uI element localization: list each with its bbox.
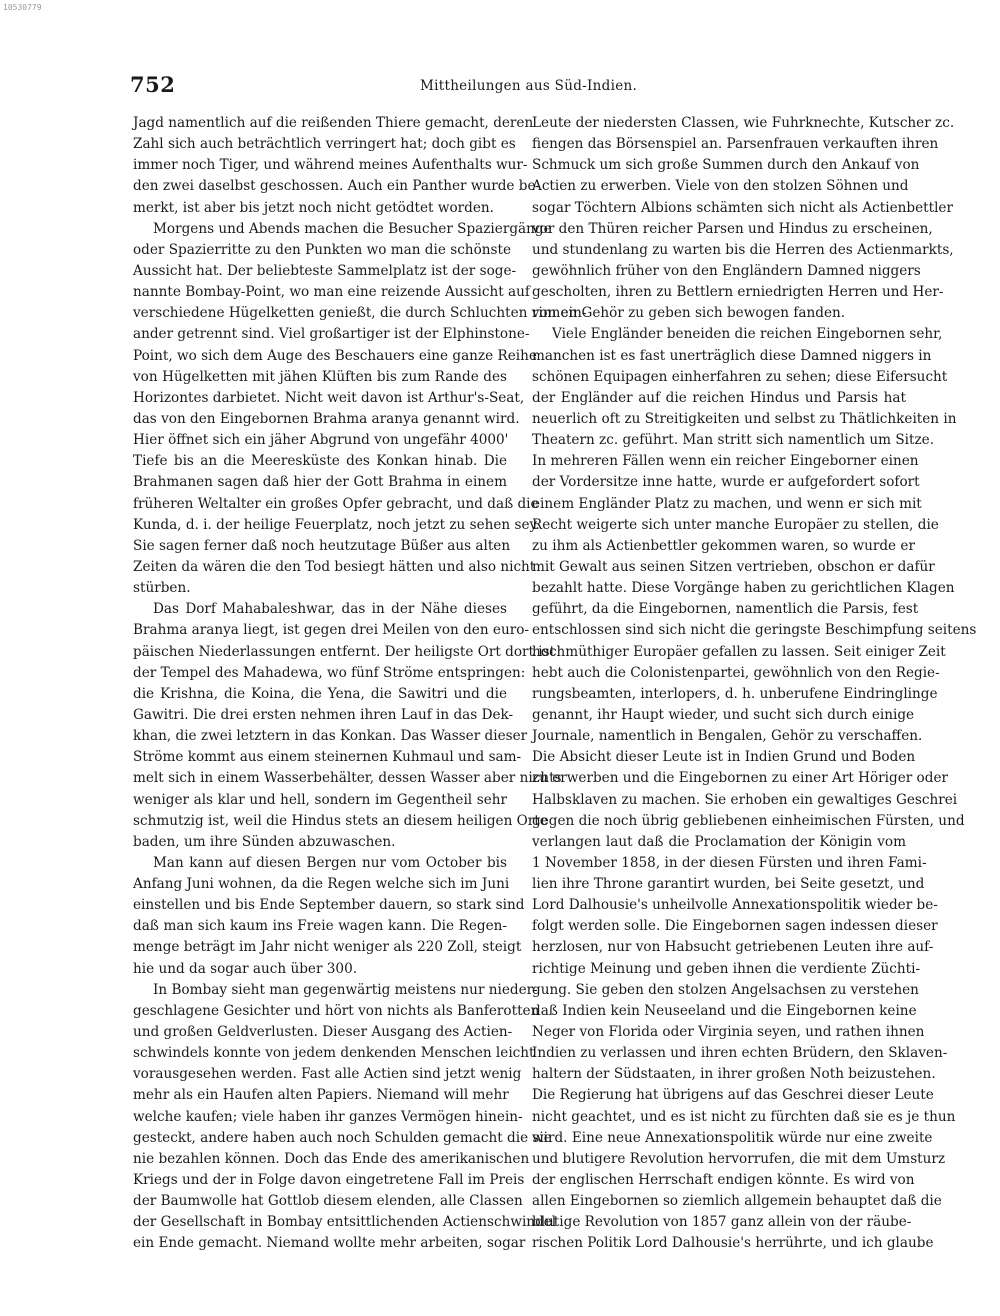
text-line: Brahmanen sagen daß hier der Gott Brahma in einem [133,474,507,491]
text-line: neuerlich oft zu Streitigkeiten und selbst zu Thätlichkeiten in [532,410,957,427]
text-line: gesteckt, andere haben auch noch Schulden gemacht die sie [133,1129,552,1146]
text-line: früheren Weltalter ein großes Opfer gebracht, und daß die [133,495,539,512]
text-line: stürben. [133,580,191,597]
text-line: haltern der Südstaaten, in ihrer großen Noth beizustehen. [532,1066,936,1083]
text-line: Die Regierung hat übrigens auf das Geschrei dieser Leute [532,1087,934,1104]
text-line: Recht weigerte sich unter manche Europäer zu stellen, die [532,516,939,533]
text-line: sogar Töchtern Albions schämten sich nicht als Actienbettler [532,199,953,216]
text-line: bezahlt hatte. Diese Vorgänge haben zu gerichtlichen Klagen [532,580,955,597]
text-line: rinnen Gehör zu geben sich bewogen fanden. [532,305,846,322]
text-line: Anfang Juni wohnen, da die Regen welche sich im Juni [133,876,510,893]
text-line: Gawitri. Die drei ersten nehmen ihren Lauf in das Dek- [133,706,514,723]
text-line: entschlossen sind sich nicht die geringste Beschimpfung seitens [532,622,977,639]
text-line: melt sich in einem Wasserbehälter, dessen Wasser aber nichts [133,770,562,787]
text-line: geführt, da die Eingebornen, namentlich die Parsis, fest [532,601,919,618]
text-line: der Baumwolle hat Gottlob diesem elenden, alle Classen [133,1193,523,1210]
text-line: Theatern zc. geführt. Man stritt sich namentlich um Sitze. [532,432,935,449]
text-line: wird. Eine neue Annexationspolitik würde nur eine zweite [532,1129,933,1146]
text-line: Tiefe bis an die Meeresküste des Konkan hinab. Die [133,453,507,470]
text-line: rischen Politik Lord Dalhousie's herrührte, und ich glaube [532,1235,934,1252]
text-line: Lord Dalhousie's unheilvolle Annexationspolitik wieder be- [532,897,938,914]
text-line: Point, wo sich dem Auge des Beschauers eine ganze Reihe [133,347,537,364]
text-line: ein Ende gemacht. Niemand wollte mehr arbeiten, sogar [133,1235,526,1252]
text-line: gung. Sie geben den stolzen Angelsachsen zu verstehen [532,981,919,998]
text-line: ander getrennt sind. Viel großartiger ist der Elphinstone- [133,326,530,343]
text-line: der Gesellschaft in Bombay entsittlichenden Actienschwindel [133,1214,557,1231]
text-line: Neger von Florida oder Virginia seyen, und rathen ihnen [532,1024,925,1041]
text-line: merkt, ist aber bis jetzt noch nicht getödtet worden. [133,199,494,216]
text-line: Zeiten da wären die den Tod besiegt hätten und also nicht [133,558,536,575]
text-line: schmutzig ist, weil die Hindus stets an diesem heiligen Orte [133,812,548,829]
text-line: khan, die zwei letztern in das Konkan. Das Wasser dieser [133,728,528,745]
text-line: Actien zu erwerben. Viele von den stolzen Söhnen und [532,178,909,195]
text-line: und stundenlang zu warten bis die Herren des Actienmarkts, [532,241,954,258]
text-line: der Engländer auf die reichen Hindus und Parsis hat [532,389,906,406]
text-line: manchen ist es fast unerträglich diese Damned niggers in [532,347,932,364]
text-line: Morgens und Abends machen die Besucher Spaziergänge [153,220,552,237]
text-line: Aussicht hat. Der beliebteste Sammelplatz ist der soge- [133,262,517,279]
text-line: folgt werden solle. Die Eingebornen sagen indessen dieser [532,918,938,935]
text-line: baden, um ihre Sünden abzuwaschen. [133,833,396,850]
text-line: In mehreren Fällen wenn ein reicher Eingeborner einen [532,453,919,470]
text-line: immer noch Tiger, und während meines Aufenthalts wur- [133,157,528,174]
text-column-right [532,113,977,1255]
text-line: zu erwerben und die Eingebornen zu einer Art Höriger oder [532,770,948,787]
text-line: Hier öffnet sich ein jäher Abgrund von ungefähr 4000' [133,432,509,449]
text-line: gewöhnlich früher von den Engländern Damned niggers [532,262,921,279]
text-line: Brahma aranya liegt, ist gegen drei Meilen von den euro- [133,622,529,639]
text-line: Zahl sich auch beträchtlich verringert hat; doch gibt es [133,136,516,153]
text-line: Ströme kommt aus einem steinernen Kuhmaul und sam- [133,749,522,766]
text-line: mehr als ein Haufen alten Papiers. Niemand will mehr [133,1087,509,1104]
text-line: einem Engländer Platz zu machen, und wenn er sich mit [532,495,922,512]
text-line: einstellen und bis Ende September dauern, so stark sind [133,897,525,914]
text-line: und blutigere Revolution hervorrufen, die mit dem Umsturz [532,1150,946,1167]
text-line: zu ihm als Actienbettler gekommen waren, so wurde er [532,537,915,554]
text-line: vor den Thüren reicher Parsen und Hindus zu erscheinen, [532,220,933,237]
text-line: lien ihre Throne garantirt wurden, bei Seite gesetzt, und [532,876,925,893]
text-line: allen Eingebornen so ziemlich allgemein behauptet daß die [532,1193,942,1210]
text-line: Kunda, d. i. der heilige Feuerplatz, noch jetzt zu sehen sey. [133,516,540,533]
text-line: herzlosen, nur von Habsucht getriebenen Leuten ihre auf- [532,939,934,956]
text-line: schwindels konnte von jedem denkenden Menschen leicht [133,1045,535,1062]
text-line: der englischen Herrschaft endigen könnte. Es wird von [532,1172,915,1189]
text-line: der Vordersitze inne hatte, wurde er aufgefordert sofort [532,474,920,491]
text-line: das von den Eingebornen Brahma aranya genannt wird. [133,410,520,427]
text-line: gescholten, ihren zu Bettlern erniedrigten Herren und Her- [532,284,944,301]
page-number: 752 [130,72,176,97]
text-line: Kriegs und der in Folge davon eingetretene Fall im Preis [133,1172,525,1189]
text-line: und großen Geldverlusten. Dieser Ausgang des Actien- [133,1024,513,1041]
text-line: nicht geachtet, und es ist nicht zu fürchten daß sie es je thun [532,1108,956,1125]
text-line: 1 November 1858, in der diesen Fürsten und ihren Fami- [532,854,927,871]
text-line: Journale, namentlich in Bengalen, Gehör zu verschaffen. [532,728,923,745]
text-line: Leute der niedersten Classen, wie Fuhrknechte, Kutscher zc. [532,115,955,131]
text-line: verschiedene Hügelketten genießt, die durch Schluchten von ein- [133,305,587,322]
text-line: den zwei daselbst geschossen. Auch ein Panther wurde be- [133,178,541,195]
text-line: päischen Niederlassungen entfernt. Der heiligste Ort dort ist [133,643,556,660]
text-line: fiengen das Börsenspiel an. Parsenfrauen verkauften ihren [532,136,939,153]
text-line: Jagd namentlich auf die reißenden Thiere gemacht, deren [133,115,534,131]
text-line: blutige Revolution von 1857 ganz allein von der räube- [532,1214,912,1231]
text-line: weniger als klar und hell, sondern im Gegentheil sehr [133,791,507,808]
text-line: Indien zu verlassen und ihren echten Brüdern, den Sklaven- [532,1045,948,1062]
text-line: Halbsklaven zu machen. Sie erhoben ein gewaltiges Geschrei [532,791,958,808]
text-line: genannt, ihr Haupt wieder, und sucht sich durch einige [532,706,915,723]
text-line: vorausgesehen werden. Fast alle Actien sind jetzt wenig [133,1066,522,1083]
text-column-left [133,113,587,1255]
text-line: rungsbeamten, interlopers, d. h. unberufene Eindringlinge [532,685,938,702]
text-line: Horizontes darbietet. Nicht weit davon ist Arthur's-Seat, [133,389,525,406]
text-line: mit Gewalt aus seinen Sitzen vertrieben, obschon er dafür [532,558,935,575]
text-line: hochmüthiger Europäer gefallen zu lassen. Seit einiger Zeit [532,643,946,660]
text-line: gegen die noch übrig gebliebenen einheimischen Fürsten, und [532,812,965,829]
text-line: nie bezahlen können. Doch das Ende des amerikanischen [133,1150,530,1167]
scan-id-label: 10530779 [3,3,42,12]
text-line: daß Indien kein Neuseeland und die Eingebornen keine [532,1002,917,1019]
text-line: hie und da sogar auch über 300. [133,960,358,977]
text-line: nannte Bombay-Point, wo man eine reizende Aussicht auf [133,284,530,301]
text-line: der Tempel des Mahadewa, wo fünf Ströme entspringen: [133,664,526,681]
text-line: Das Dorf Mahabaleshwar, das in der Nähe dieses [153,601,507,618]
text-line: richtige Meinung und geben ihnen die verdiente Züchti- [532,960,921,977]
text-line: Man kann auf diesen Bergen nur vom October bis [153,854,507,871]
text-line: Sie sagen ferner daß noch heutzutage Büßer aus alten [133,537,511,554]
text-line: Schmuck um sich große Summen durch den Ankauf von [532,157,920,174]
text-line: daß man sich kaum ins Freie wagen kann. Die Regen- [133,918,507,935]
text-line: Viele Engländer beneiden die reichen Eingebornen sehr, [552,326,943,343]
text-line: oder Spazierritte zu den Punkten wo man die schönste [133,241,511,258]
text-line: die Krishna, die Koina, die Yena, die Sawitri und die [133,685,507,702]
text-line: Die Absicht dieser Leute ist in Indien Grund und Boden [532,749,916,766]
text-line: verlangen laut daß die Proclamation der Königin vom [532,833,906,850]
text-line: schönen Equipagen einherfahren zu sehen; diese Eifersucht [532,368,948,385]
text-line: menge beträgt im Jahr nicht weniger als 220 Zoll, steigt [133,939,522,956]
text-line: welche kaufen; viele haben ihr ganzes Vermögen hinein- [133,1108,523,1125]
text-line: hebt auch die Colonistenpartei, gewöhnlich von den Regie- [532,664,940,681]
text-line: In Bombay sieht man gegenwärtig meistens nur nieder- [153,981,538,998]
text-line: von Hügelketten mit jähen Klüften bis zum Rande des [133,368,507,385]
running-head: Mittheilungen aus Süd-Indien. [420,78,638,94]
text-line: geschlagene Gesichter und hört von nichts als Banferotten [133,1002,540,1019]
